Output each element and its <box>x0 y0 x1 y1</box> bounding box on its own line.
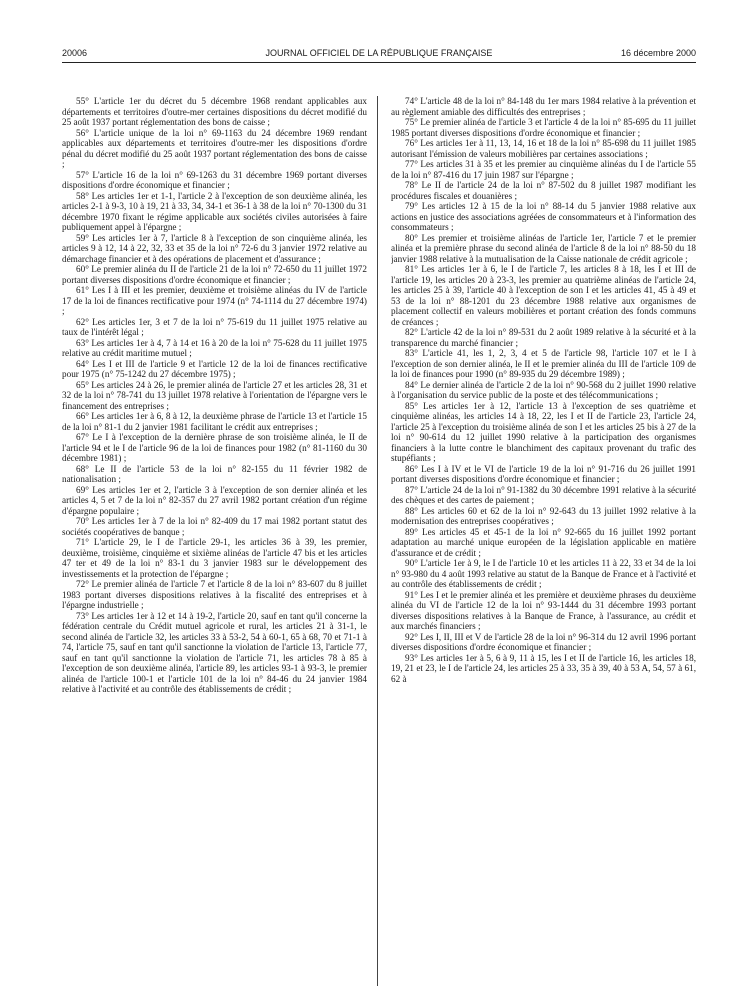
article-paragraph: 64° Les I et III de l'article 9 et l'article 12 de la loi de finances rectificative pour 1975 (n° 75-1242 du 27 décembre 1975) ; <box>62 358 367 379</box>
article-paragraph: 81° Les articles 1er à 6, le I de l'article 7, les articles 8 à 18, les I et III de l'article 19, les articles 20 à 23-3, les premier au quatrième alinéas de l'article 24, les articles 25 à 39, l'article 40 à l'exception de son I et les articles 41, 45 à 49 et 53 de la loi n° 88-1201 du 23 décembre 1988 relative aux organismes de placement collectif en valeurs mobilières et portant création des fonds communs de créances ; <box>391 264 696 327</box>
article-paragraph: 84° Le dernier alinéa de l'article 2 de la loi n° 90-568 du 2 juillet 1990 relative à l'organisation du service public de la poste et des télécommunications ; <box>391 379 696 400</box>
article-paragraph: 76° Les articles 1er à 11, 13, 14, 16 et 18 de la loi n° 85-698 du 11 juillet 1985 autorisant l'émission de valeurs mobilières par certaines associations ; <box>391 138 696 159</box>
journal-title: JOURNAL OFFICIEL DE LA RÉPUBLIQUE FRANÇAISE <box>265 48 493 58</box>
article-paragraph: 88° Les articles 60 et 62 de la loi n° 92-643 du 13 juillet 1992 relative à la modernisation des entreprises coopératives ; <box>391 505 696 526</box>
article-paragraph: 72° Le premier alinéa de l'article 7 et l'article 8 de la loi n° 83-607 du 8 juillet 1983 portant diverses dispositions relatives à la fiscalité des entreprises et à l'épargne industrielle ; <box>62 579 367 610</box>
article-paragraph: 68° Le II de l'article 53 de la loi n° 82-155 du 11 février 1982 de nationalisation ; <box>62 463 367 484</box>
article-paragraph: 71° L'article 29, le I de l'article 29-1, les articles 36 à 39, les premier, deuxième, troisième, cinquième et sixième alinéas de l'article 47 bis et les articles 47 ter et 49 de la loi n° 83-1 du 3 janvier 1983 sur le développement des investissements et la protection de l'épargne ; <box>62 537 367 579</box>
publication-date: 16 décembre 2000 <box>620 48 696 58</box>
article-paragraph: 87° L'article 24 de la loi n° 91-1382 du 30 décembre 1991 relative à la sécurité des chèques et des cartes de paiement ; <box>391 484 696 505</box>
article-paragraph: 79° Les articles 12 à 15 de la loi n° 88-14 du 5 janvier 1988 relative aux actions en justice des associations agréées de consommateurs et à l'information des consommateurs ; <box>391 201 696 232</box>
article-paragraph: 90° L'article 1er à 9, le I de l'article 10 et les articles 11 à 22, 33 et 34 de la loi n° 93-980 du 4 août 1993 relative au statut de la Banque de France et à l'activité et au contrôle des établissements de crédit ; <box>391 558 696 589</box>
article-paragraph: 67° Le I à l'exception de la dernière phrase de son troisième alinéa, le II de l'article 94 et le I de l'article 96 de la loi de finances pour 1982 (n° 81-1160 du 30 décembre 1981) ; <box>62 432 367 463</box>
article-paragraph: 92° Les I, II, III et V de l'article 28 de la loi n° 96-314 du 12 avril 1996 portant diverses dispositions d'ordre économique et financier ; <box>391 631 696 652</box>
column-divider <box>377 96 378 986</box>
right-column <box>391 96 696 986</box>
page-number: 20006 <box>62 48 88 58</box>
page-header <box>62 48 696 62</box>
article-paragraph: 57° L'article 16 de la loi n° 69-1263 du 31 décembre 1969 portant diverses dispositions d'ordre économique et financier ; <box>62 169 367 190</box>
article-paragraph: 66° Les articles 1er à 6, 8 à 12, la deuxième phrase de l'article 13 et l'article 15 de la loi n° 81-1 du 2 janvier 1981 facilitant le crédit aux entreprises ; <box>62 411 367 432</box>
article-paragraph: 62° Les articles 1er, 3 et 7 de la loi n° 75-619 du 11 juillet 1975 relative au taux de l'intérêt légal ; <box>62 316 367 337</box>
article-paragraph: 83° L'article 41, les 1, 2, 3, 4 et 5 de l'article 98, l'article 107 et le I à l'exception de son dernier alinéa, le II et le premier alinéa du III de l'article 109 de la loi de finances pour 1990 (n° 89-935 du 29 décembre 1989) ; <box>391 348 696 379</box>
article-paragraph: 59° Les articles 1er à 7, l'article 8 à l'exception de son cinquième alinéa, les articles 9 à 12, 14 à 22, 32, 33 et 35 de la loi n° 72-6 du 3 janvier 1972 relative au démarchage financier et à des opérations de placement et d'assurance ; <box>62 232 367 264</box>
article-paragraph: 91° Les I et le premier alinéa et les première et deuxième phrases du deuxième alinéa du VI de l'article 12 de la loi n° 93-1444 du 31 décembre 1993 portant diverses dispositions relatives à la Banque de France, à l'assurance, au crédit et aux marchés financiers ; <box>391 589 696 631</box>
article-paragraph: 73° Les articles 1er à 12 et 14 à 19-2, l'article 20, sauf en tant qu'il concerne la fédération centrale du Crédit mutuel agricole et rural, les articles 21 à 31-1, le second alinéa de l'article 32, les articles 33 à 53-2, 54 à 60-1, 65 à 68, 70 et 71-1 à 74, l'article 75, sauf en tant qu'il sanctionne la violation de l'article 13, l'article 77, sauf en tant qu'il sanctionne la violation de l'article 71, les articles 78 à 85 à l'exception de son deuxième alinéa, l'article 89, les articles 93-1 à 93-3, le premier alinéa de l'article 100-1 et l'article 101 de la loi n° 84-46 du 24 janvier 1984 relative à l'activité et au contrôle des établissements de crédit ; <box>62 610 367 694</box>
article-paragraph: 56° L'article unique de la loi n° 69-1163 du 24 décembre 1969 rendant applicables aux départements et territoires d'outre-mer les dispositions d'ordre pénal du décret modifié du 25 août 1937 portant réglementation des bons de caisse ; <box>62 127 367 169</box>
article-paragraph: 60° Le premier alinéa du II de l'article 21 de la loi n° 72-650 du 11 juillet 1972 portant diverses dispositions d'ordre économique et financier ; <box>62 264 367 285</box>
article-paragraph: 75° Le premier alinéa de l'article 3 et l'article 4 de la loi n° 85-695 du 11 juillet 1985 portant diverses dispositions d'ordre économique et financier ; <box>391 117 696 138</box>
article-paragraph: 89° Les articles 45 et 45-1 de la loi n° 92-665 du 16 juillet 1992 portant adaptation au marché unique européen de la législation applicable en matière d'assurance et de crédit ; <box>391 526 696 558</box>
article-paragraph: 55° L'article 1er du décret du 5 décembre 1968 rendant applicables aux départements et territoires d'outre-mer certaines dispositions du décret modifié du 25 août 1937 portant réglementation des bons de caisse ; <box>62 96 367 127</box>
header-rule <box>62 62 696 63</box>
left-column <box>62 96 367 986</box>
article-paragraph: 65° Les articles 24 à 26, le premier alinéa de l'article 27 et les articles 28, 31 et 32 de la loi n° 78-741 du 13 juillet 1978 relative à l'orientation de l'épargne vers le financement des entreprises ; <box>62 379 367 411</box>
article-paragraph: 85° Les articles 1er à 12, l'article 13 à l'exception de ses quatrième et cinquième alinéas, les articles 14 à 18, 22, les I et II de l'article 23, l'article 24, l'article 25 à l'exception du troisième alinéa de son I et les articles 25 bis à 27 de la loi n° 90-614 du 12 juillet 1990 relative à la participation des organismes financiers à la lutte contre le blanchiment des capitaux provenant du trafic des stupéfiants ; <box>391 400 696 463</box>
article-paragraph: 61° Les I à III et les premier, deuxième et troisième alinéas du IV de l'article 17 de la loi de finances rectificative pour 1974 (n° 74-1114 du 27 décembre 1974) ; <box>62 285 367 316</box>
article-paragraph: 69° Les articles 1er et 2, l'article 3 à l'exception de son dernier alinéa et les articles 4, 5 et 7 de la loi n° 82-357 du 27 avril 1982 portant création d'un régime d'épargne populaire ; <box>62 484 367 516</box>
article-paragraph: 77° Les articles 31 à 35 et les premier au cinquième alinéas du I de l'article 55 de la loi n° 87-416 du 17 juin 1987 sur l'épargne ; <box>391 159 696 180</box>
article-paragraph: 78° Le II de l'article 24 de la loi n° 87-502 du 8 juillet 1987 modifiant les procédures fiscales et douanières ; <box>391 180 696 201</box>
article-paragraph: 86° Les I à IV et le VI de l'article 19 de la loi n° 91-716 du 26 juillet 1991 portant diverses dispositions d'ordre économique et financier ; <box>391 463 696 484</box>
article-paragraph: 82° L'article 42 de la loi n° 89-531 du 2 août 1989 relative à la sécurité et à la transparence du marché financier ; <box>391 327 696 348</box>
article-paragraph: 80° Les premier et troisième alinéas de l'article 1er, l'article 7 et le premier alinéa et la première phrase du second alinéa de l'article 8 de la loi n° 88-50 du 18 janvier 1988 relative à la mutualisation de la Caisse nationale de crédit agricole ; <box>391 232 696 264</box>
article-paragraph: 58° Les articles 1er et 1-1, l'article 2 à l'exception de son deuxième alinéa, les articles 2-1 à 9-3, 10 à 19, 21 à 33, 34, 34-1 et 36-1 à 38 de la loi n° 70-1300 du 31 décembre 1970 fixant le régime applicable aux sociétés civiles autorisées à faire publiquement appel à l'épargne ; <box>62 190 367 232</box>
article-paragraph: 74° L'article 48 de la loi n° 84-148 du 1er mars 1984 relative à la prévention et au règlement amiable des difficultés des entreprises ; <box>391 96 696 117</box>
article-paragraph: 63° Les articles 1er à 4, 7 à 14 et 16 à 20 de la loi n° 75-628 du 11 juillet 1975 relative au crédit maritime mutuel ; <box>62 337 367 358</box>
article-paragraph: 93° Les articles 1er à 5, 6 à 9, 11 à 15, les I et II de l'article 16, les articles 18, 19, 21 et 23, le I de l'article 24, les articles 25 à 33, 35 à 39, 40 à 53 A, 54, 57 à 61, 62 à <box>391 652 696 684</box>
article-paragraph: 70° Les articles 1er à 7 de la loi n° 82-409 du 17 mai 1982 portant statut des sociétés coopératives de banque ; <box>62 516 367 537</box>
